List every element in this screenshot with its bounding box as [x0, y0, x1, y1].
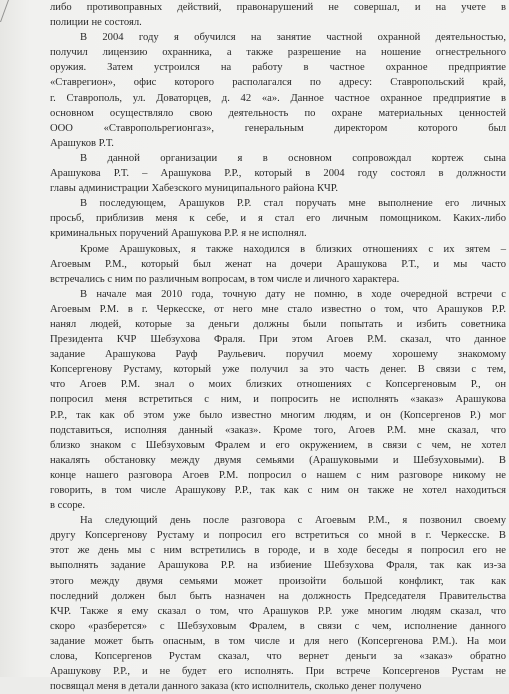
text-line: другу Копсергенову Рустаму и попросил его встретиться со мной в г. Черкесске. В — [50, 530, 506, 542]
text-line: посвящал меня в детали данного заказа (кто исполнитель, сколько денег получено — [50, 681, 422, 693]
text-line: Арашукову Р.Р., и не будет его исполнять. При встрече Копсергенов Рустам не — [50, 666, 506, 678]
text-line: полиции не состоял. — [50, 17, 142, 29]
text-line: Р.Р., так как об этом уже было известно многим людям, и он (Копсергенов Р.) мог — [50, 409, 506, 421]
text-line: ООО «Ставропольрегионгаз», генеральным директором которого был — [50, 122, 506, 134]
text-line: оружия. Затем устроился на работу в частное охранное предприятие — [50, 62, 506, 74]
text-line: КЧР. Также я ему сказал о том, что Арашуков Р.Р. уже многим людям сказал, что — [50, 605, 506, 617]
text-line: Арашукова Р.Т. – Арашукова Р.Р., который в 2004 году состоял в должности — [50, 168, 506, 180]
text-line: «Ставрегион», офис которого располагался по адресу: Ставропольский край, — [50, 77, 506, 89]
text-line: г. Ставрополь, ул. Доваторцев, д. 42 «а». Данное частное охранное предприятие в — [50, 92, 506, 104]
text-line: слова, Копсергенов Рустам сказал, что вернет деньги за «заказ» обратно — [50, 651, 506, 663]
text-line: конце нашего разговора Агоев Р.М. попросил о нашем с ним разговоре никому не — [50, 469, 506, 481]
text-line: Агоевым Р.М., который был женат на дочери Арашукова Р.Т., и мы часто — [50, 258, 506, 270]
text-line: В данной организации я в основном сопровождал кортеж сына — [80, 152, 506, 164]
text-line: Кроме Арашуковых, я также находился в близких отношениях с их зятем – — [80, 243, 506, 255]
text-line: последний должен был быть назначен на должность Председателя Правительства — [50, 590, 506, 602]
text-line: На следующий день после разговора с Агоевым Р.М., я позвонил своему — [80, 515, 506, 527]
text-line: попросил меня встретиться с ним, и попросить не исполнять «заказ» Арашукова — [50, 394, 506, 406]
text-line: этот же день мы с ним встретились в городе, и в ходе беседы я попросил его не — [50, 545, 506, 557]
text-line: нанял людей, которые за деньги должны были попытать и избить советника — [50, 318, 506, 330]
text-line: в ссоре. — [50, 500, 85, 512]
text-line: что Агоев Р.М. знал о моих близких отношениях с Копсергеновым Р., он — [50, 379, 506, 391]
text-line: Агоевым Р.М. в г. Черкесске, от него мне стало известно о том, что Арашуков Р.Р. — [50, 303, 506, 315]
text-line: либо противоправных действий, правонарушений не совершал, и на учете в — [50, 2, 506, 13]
text-line: подставиться, исполняя данный «заказ». Кроме того, Агоев Р.М. мне сказал, что — [50, 424, 506, 436]
text-line: Президента КЧР Шебзухова Фраля. При этом Агоев Р.М. сказал, что данное — [50, 334, 506, 346]
text-line: В 2004 году я обучился на занятие частной охранной деятельностью, — [80, 32, 506, 44]
text-line: близко знаком с Шебзуховым Фралем и его окружением, в связи с чем, не хотел — [50, 439, 506, 451]
text-line: криминальных поручений Арашукова Р.Р. я не исполнял. — [50, 228, 307, 240]
text-line: В начале мая 2010 года, точную дату не помню, в ходе очередной встречи с — [80, 288, 506, 300]
text-line: просьб, приблизив меня к себе, и я стал его личным помощником. Каких-либо — [50, 213, 506, 225]
text-line: этого между двумя семьями может произойти большой конфликт, так как — [50, 575, 506, 587]
text-line: главы администрации Хабезского муниципального района КЧР. — [50, 183, 339, 195]
text-line: встречались с ним по различным вопросам, в том числе и личного характера. — [50, 273, 400, 285]
text-line: Копсергенову Рустаму, который уже получил за это часть денег. В связи с тем, — [50, 364, 506, 376]
text-line: задание может быть опасным, в том числе и для него (Копсергенова Р.М.). На мои — [50, 635, 506, 647]
text-line: скоро «разберется» с Шебзуховым Фралем, в связи с чем, исполнение данного — [50, 620, 506, 632]
text-line: основном осуществляло свою деятельность по охране материальных ценностей — [50, 107, 506, 119]
text-line: Арашуков Р.Т. — [50, 137, 114, 149]
text-line: получил лицензию охранника, а также разрешение на ношение огнестрельного — [50, 47, 506, 59]
text-line: выполнять задание Арашукова Р.Р. на избиение Шебзухова Фраля, так как из-за — [50, 560, 506, 572]
document-body — [50, 0, 506, 694]
text-line: В последующем, Арашуков Р.Р. стал поручать мне выполнение его личных — [80, 198, 506, 210]
text-line: задание Арашукова Рауф Раульевич. поручил моему хорошему знакомому — [50, 349, 506, 361]
text-line: накалять обстановку между двумя семьями (Арашуковыми и Шебзуховыми). В — [50, 454, 506, 466]
text-line: говорить, в том числе Арашукову Р.Р., так как с ним он также не хотел находиться — [50, 485, 506, 496]
margin-pen-mark — [0, 0, 23, 22]
